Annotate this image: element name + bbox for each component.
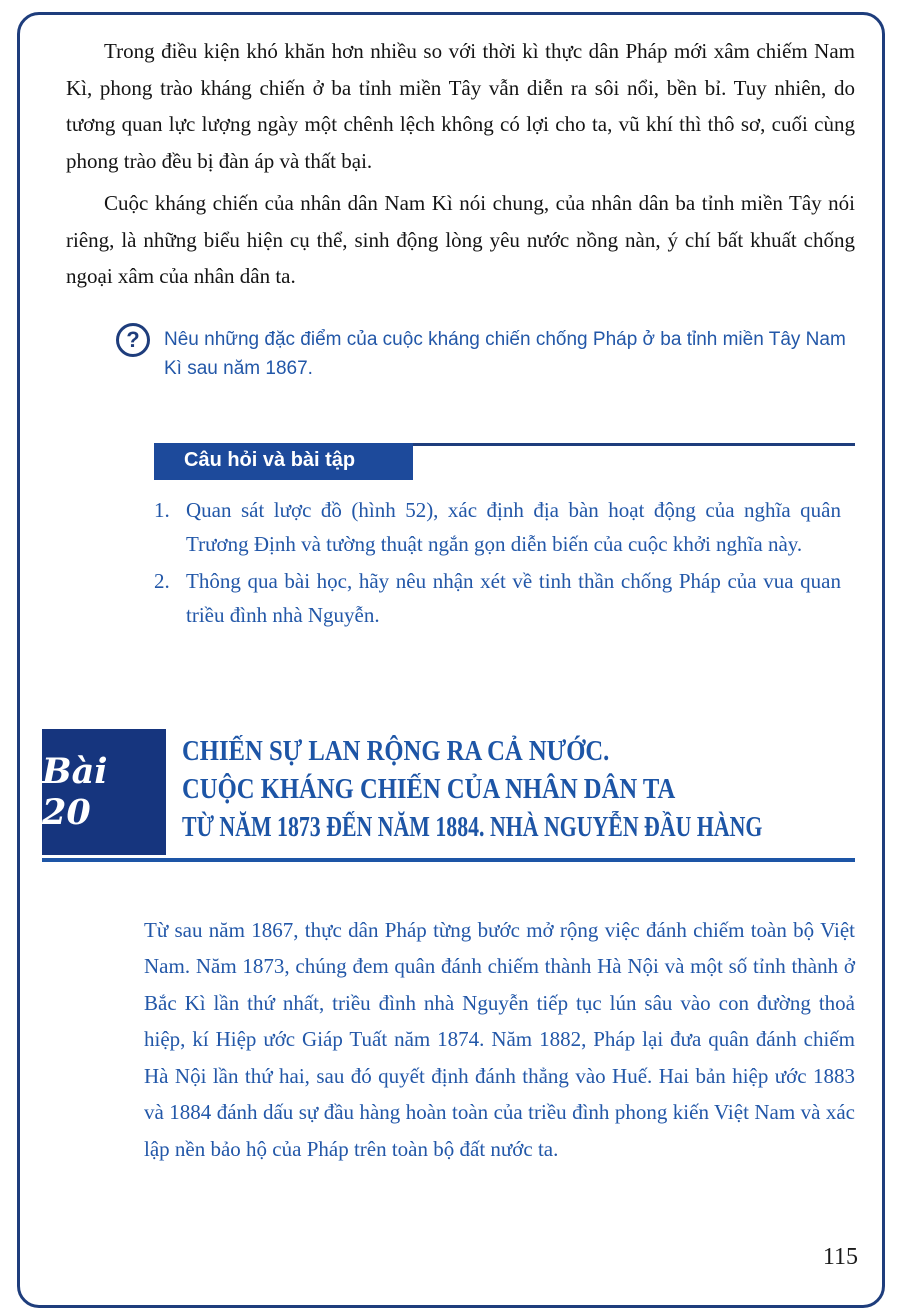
page-border-frame [17,12,885,1308]
exercise-number: 1. [154,497,170,522]
body-paragraph-2: Cuộc kháng chiến của nhân dân Nam Kì nói chung, của nhân dân ba tỉnh miền Tây nói riêng, là những biểu hiện cụ thể, sinh động lòng yêu nước nồng nàn, ý chí bất khuất chống ngoại xâm của nhân dân ta. [66,191,855,288]
body-paragraph-1: Trong điều kiện khó khăn hơn nhiều so với thời kì thực dân Pháp mới xâm chiếm Nam Kì, phong trào kháng chiến ở ba tỉnh miền Tây vẫn diễn ra sôi nổi, bền bỉ. Tuy nhiên, do tương quan lực lượng ngày một chênh lệch không có lợi cho ta, vũ khí thì thô sơ, cuối cùng phong trào đều bị đàn áp và thất bại. [66,39,855,173]
lesson-title [182,729,900,855]
inline-question [116,321,855,383]
page-number: 115 [822,1244,858,1270]
lesson-intro-paragraph: Từ sau năm 1867, thực dân Pháp từng bước mở rộng việc đánh chiếm toàn bộ Việt Nam. Năm 1873, chúng đem quân đánh chiếm thành Hà Nội và một số tỉnh thành ở Bắc Kì lần thứ nhất, triều đình nhà Nguyễn tiếp tục lún sâu vào con đường thoả hiệp, kí Hiệp ước Giáp Tuất năm 1874. Năm 1882, Pháp lại đưa quân đánh chiếm Hà Nội lần thứ hai, sau đó quyết định đánh thẳng vào Huế. Hai bản hiệp ước 1883 và 1884 đánh dấu sự đầu hàng hoàn toàn của triều đình phong kiến Việt Nam và xác lập nền bảo hộ của Pháp trên toàn bộ đất nước ta. [144,917,855,1161]
question-mark-icon: ? [116,323,150,357]
inline-question-text: Nêu những đặc điểm của cuộc kháng chiến chống Pháp ở ba tỉnh miền Tây Nam Kì sau năm 1867. [164,328,846,379]
exercise-list [66,493,855,633]
lesson-title-underline [42,858,855,862]
section-title-bar: Câu hỏi và bài tập [154,443,413,480]
lesson-title-line-1: CHIẾN SỰ LAN RỘNG RA CẢ NƯỚC. [182,735,610,767]
exercise-item [154,493,855,562]
exercises-section-header [154,443,855,479]
exercise-item [154,564,855,633]
exercise-text: Quan sát lược đồ (hình 52), xác định địa bàn hoạt động của nghĩa quân Trương Định và tường thuật ngắn gọn diễn biến của cuộc khởi nghĩa này. [186,497,841,556]
lesson-title-line-3: TỪ NĂM 1873 ĐẾN NĂM 1884. NHÀ NGUYỄN ĐẦU HÀNG [182,811,763,843]
exercise-text: Thông qua bài học, hãy nêu nhận xét về tinh thần chống Pháp của vua quan triều đình nhà Nguyễn. [186,568,841,627]
lesson-title-line-2: CUỘC KHÁNG CHIẾN CỦA NHÂN DÂN TA [182,773,676,805]
exercise-number: 2. [154,568,170,593]
lesson-badge: Bài 20 [42,729,166,855]
lesson-header [42,729,855,855]
